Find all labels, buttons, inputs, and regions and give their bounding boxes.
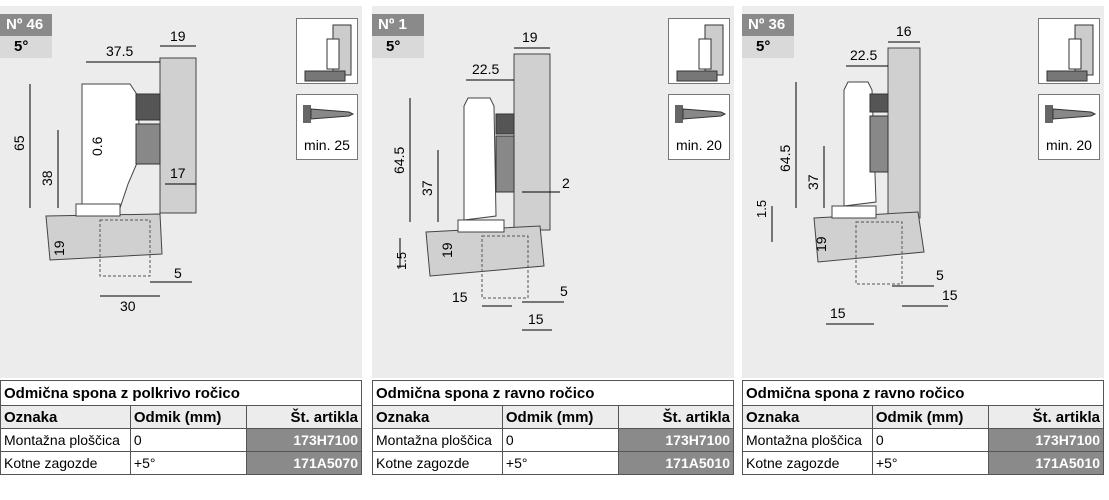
dim-height-mid: 37	[805, 174, 821, 190]
model-number: Nº 1	[372, 14, 424, 36]
row-code: 173H7100	[618, 429, 733, 452]
dim-top-left: 37.5	[106, 43, 134, 59]
dim-top-left: 22.5	[472, 61, 500, 77]
model-angle: 5°	[0, 36, 52, 58]
screw-icon	[1038, 94, 1100, 160]
dim-off: 5	[936, 267, 944, 283]
header-name: Oznaka	[743, 406, 873, 429]
row-offset: 0	[872, 429, 988, 452]
screw-min-length: min. 25	[304, 137, 350, 153]
hinge-panel-46	[0, 6, 362, 378]
dim-height-mid: 38	[39, 170, 55, 186]
hinge-panel-36	[742, 6, 1104, 378]
hinge-type-icon	[668, 18, 730, 84]
header-code: Št. artikla	[246, 406, 361, 429]
screw-icon	[296, 94, 358, 160]
dim-gap: 1.5	[754, 199, 769, 218]
table-row	[373, 452, 734, 475]
spec-table-36	[742, 380, 1104, 475]
table-row	[743, 452, 1104, 475]
dim-top-right: 19	[522, 29, 538, 45]
dim-gap: 0.6	[89, 136, 105, 156]
row-offset: +5°	[502, 452, 618, 475]
dim-plate: 19	[51, 240, 67, 256]
dim-bottom: 15	[830, 305, 846, 321]
table-row	[743, 429, 1104, 452]
dim-off: 5	[560, 283, 568, 299]
dim-height-total: 64.5	[777, 144, 793, 172]
table-title: Odmična spona z ravno ročico	[373, 381, 734, 406]
table-title: Odmična spona z ravno ročico	[743, 381, 1104, 406]
hinge-type-icon	[296, 18, 358, 84]
model-angle: 5°	[742, 36, 794, 58]
dim-gap: 1.5	[394, 251, 409, 270]
dim-height-total: 64.5	[391, 146, 407, 174]
row-offset: 0	[502, 429, 618, 452]
row-name: Montažna ploščica	[743, 429, 873, 452]
spec-table-46	[0, 380, 362, 475]
header-offset: Odmik (mm)	[130, 406, 246, 429]
dim-bottom: 30	[120, 298, 136, 314]
header-name: Oznaka	[1, 406, 131, 429]
row-name: Kotne zagozde	[373, 452, 503, 475]
row-name: Kotne zagozde	[1, 452, 131, 475]
dim-plate: 19	[439, 242, 455, 258]
table-title: Odmična spona z polkrivo ročico	[1, 381, 362, 406]
row-code: 171A5010	[988, 452, 1103, 475]
dim-plate: 19	[813, 236, 829, 252]
dim-top-left: 22.5	[850, 47, 878, 63]
screw-min-length: min. 20	[676, 137, 722, 153]
header-offset: Odmik (mm)	[502, 406, 618, 429]
row-code: 173H7100	[246, 429, 361, 452]
screw-icon	[668, 94, 730, 160]
dim-off2: 15	[942, 287, 958, 303]
dim-side: 17	[170, 165, 186, 181]
model-angle: 5°	[372, 36, 424, 58]
table-row	[1, 429, 362, 452]
header-code: Št. artikla	[988, 406, 1103, 429]
dim-side: 2	[562, 175, 570, 191]
row-name: Kotne zagozde	[743, 452, 873, 475]
row-offset: +5°	[130, 452, 246, 475]
dim-top-right: 16	[896, 23, 912, 39]
spec-table-1	[372, 380, 734, 475]
row-offset: 0	[130, 429, 246, 452]
row-name: Montažna ploščica	[1, 429, 131, 452]
table-row	[373, 429, 734, 452]
model-number: Nº 36	[742, 14, 794, 36]
header-name: Oznaka	[373, 406, 503, 429]
row-offset: +5°	[872, 452, 988, 475]
header-offset: Odmik (mm)	[872, 406, 988, 429]
hinge-type-icon	[1038, 18, 1100, 84]
row-name: Montažna ploščica	[373, 429, 503, 452]
dim-top-right: 19	[170, 28, 186, 44]
dim-height-mid: 37	[419, 180, 435, 196]
row-code: 173H7100	[988, 429, 1103, 452]
model-number: Nº 46	[0, 14, 52, 36]
dim-bottom-a: 15	[452, 289, 468, 305]
dim-off: 5	[174, 265, 182, 281]
row-code: 171A5070	[246, 452, 361, 475]
header-code: Št. artikla	[618, 406, 733, 429]
dim-height-total: 65	[11, 135, 27, 151]
row-code: 171A5010	[618, 452, 733, 475]
hinge-panel-1	[372, 6, 734, 378]
table-row	[1, 452, 362, 475]
dim-bottom-b: 15	[528, 311, 544, 327]
screw-min-length: min. 20	[1046, 137, 1092, 153]
